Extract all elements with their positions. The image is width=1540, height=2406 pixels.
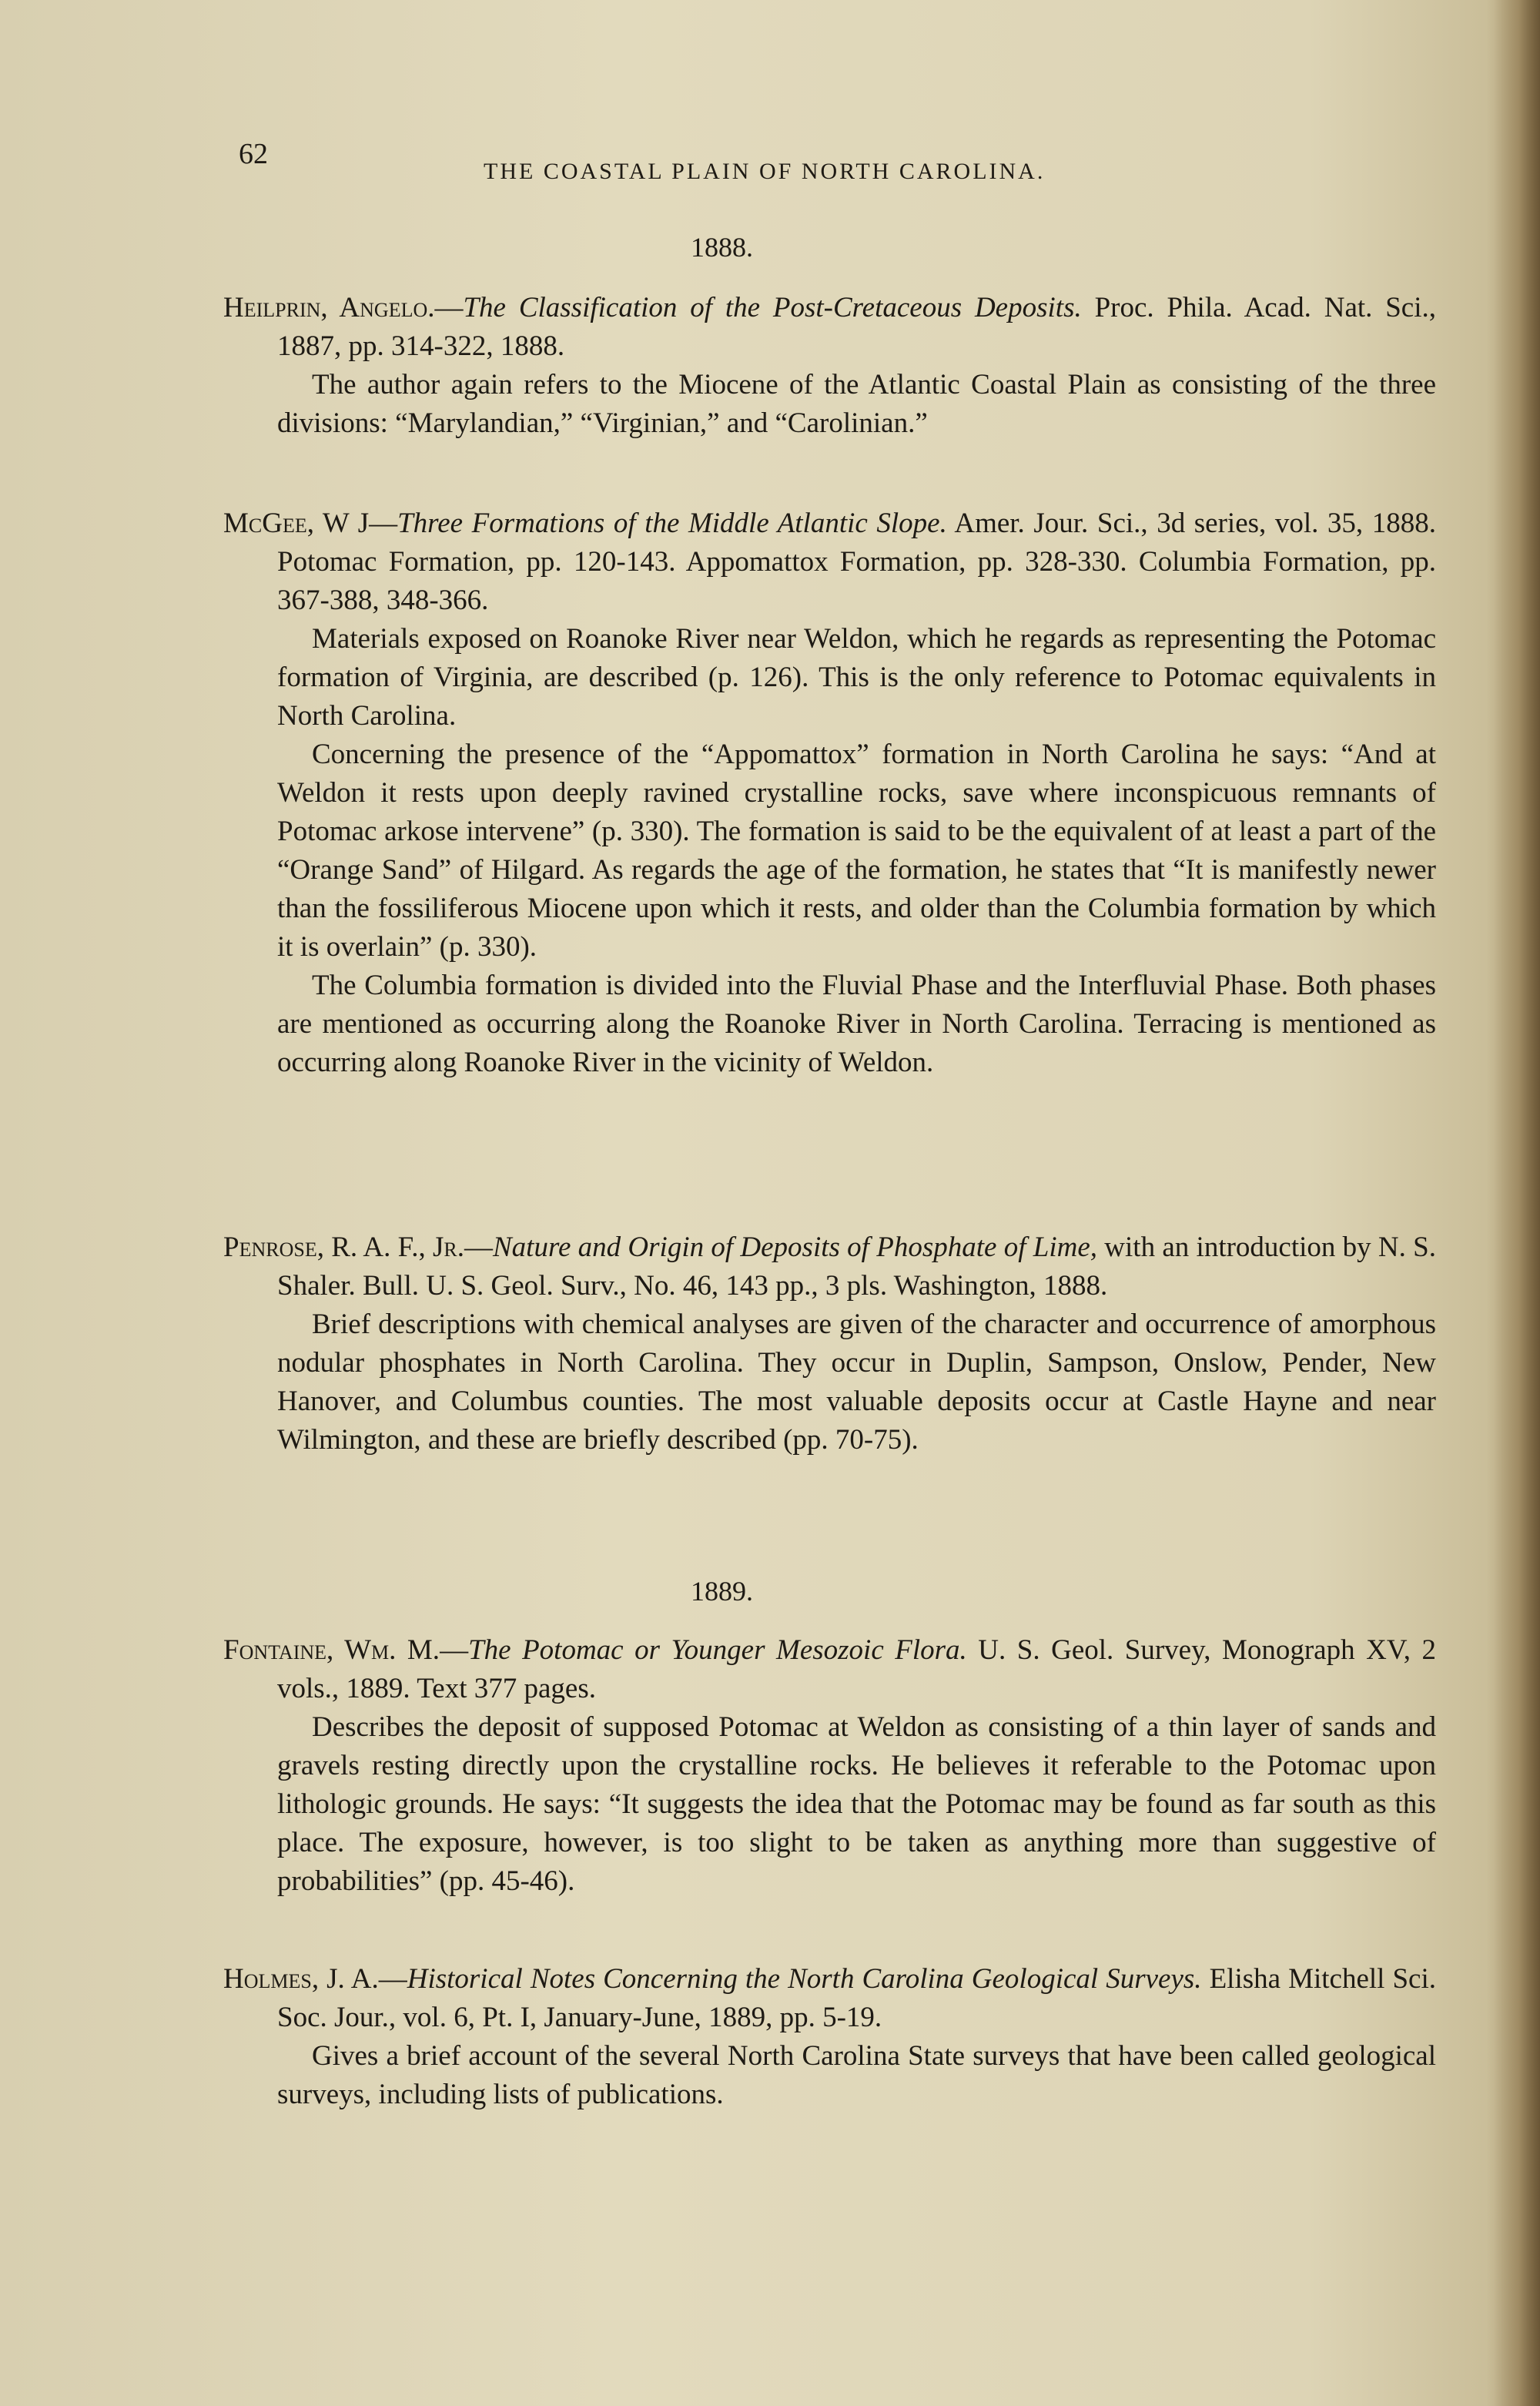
source: Elisha Mitchell Sci. Soc. Jour., vol. 6, Pt. I, January-June, 1889, pp. 5-19. (277, 1963, 1436, 2033)
annotation-paragraph: Describes the deposit of supposed Potomac at Weldon as consisting of a thin layer of sands and gravels resting directly upon the crystalline rocks. He believes it referable to the Potomac upon lithologic grounds. He says: “It suggests the idea that the Potomac may be found as far south as this place. The exposure, however, is too slight to be taken as anything more than suggestive of probabilities” (pp. 45-46). (277, 1711, 1436, 1897)
annotation-paragraph: Materials exposed on Roanoke River near Weldon, which he regards as representing the Potomac formation of Virginia, are described (p. 126). This is the only reference to Potomac equivalents in North Carolina. (277, 623, 1436, 732)
year-heading-1889: 1889. (691, 1576, 753, 1607)
citation: Heilprin, Angelo.—The Classification of the Post-Cretaceous Deposits. Proc. Phila. Acad. Nat. Sci., 1887, pp. 314-322, 1888. (223, 292, 1437, 362)
author-name: Holmes, J. A. (223, 1963, 379, 1995)
entry-penrose (223, 1228, 1436, 1459)
source: Amer. Jour. Sci., 3d series, vol. 35, 1888. Potomac Formation, pp. 120-143. Appomattox Formation, pp. 328-330. Columbia Formation, pp. 367-388, 348-366. (277, 508, 1436, 616)
entry-heilprin (223, 289, 1436, 443)
year-heading-1888: 1888. (691, 232, 753, 263)
citation: Fontaine, Wm. M.—The Potomac or Younger Mesozoic Flora. U. S. Geol. Survey, Monograph XV, 2 vols., 1889. Text 377 pages. (223, 1634, 1437, 1704)
entry-fontaine (223, 1631, 1436, 1901)
annotation-paragraph: Brief descriptions with chemical analyses are given of the character and occurrence of amorphous nodular phosphates in North Carolina. They occur in Duplin, Sampson, Onslow, Pender, New Hanover, and Columbus counties. The most valuable deposits occur at Castle Hayne and near Wilmington, and these are briefly described (pp. 70-75). (277, 1309, 1436, 1456)
annotation-paragraph: Concerning the presence of the “Appomattox” formation in North Carolina he says: “And at Weldon it rests upon deeply ravined crystalline rocks, save where inconspicuous remnants of Potomac arkose intervene” (p. 330). The formation is said to be the equivalent of at least a part of the “Orange Sand” of Hilgard. As regards the age of the formation, he states that “It is manifestly newer than the fossiliferous Miocene upon which it rests, and older than the Columbia formation by which it is overlain” (p. 330). (277, 739, 1436, 963)
entry-mcgee (223, 504, 1436, 1082)
work-title: The Classification of the Post-Cretaceous Deposits. (463, 292, 1082, 323)
work-title: The Potomac or Younger Mesozoic Flora. (468, 1634, 967, 1666)
entry-holmes (223, 1960, 1436, 2114)
page-number: 62 (239, 138, 268, 170)
citation: McGee, W J—Three Formations of the Middle Atlantic Slope. Amer. Jour. Sci., 3d series, vol. 35, 1888. Potomac Formation, pp. 120-143. Appomattox Formation, pp. 328-330. Columbia Formation, pp. 367-388, 348-366. (223, 508, 1436, 616)
annotation-paragraph: The Columbia formation is divided into the Fluvial Phase and the Interfluvial Phase. Both phases are mentioned as occurring along the Roanoke River in North Carolina. Terracing is mentioned as occurring along Roanoke River in the vicinity of Weldon. (277, 970, 1436, 1078)
work-title: Three Formations of the Middle Atlantic Slope. (397, 508, 947, 539)
running-title: THE COASTAL PLAIN OF NORTH CAROLINA. (484, 159, 1046, 184)
citation: Penrose, R. A. F., Jr.—Nature and Origin of Deposits of Phosphate of Lime, with an introduction by N. S. Shaler. Bull. U. S. Geol. Surv., No. 46, 143 pp., 3 pls. Washington, 1888. (223, 1231, 1436, 1302)
annotation-paragraph: The author again refers to the Miocene of the Atlantic Coastal Plain as consisting of the three divisions: “Marylandian,” “Virginian,” and “Carolinian.” (277, 369, 1436, 439)
running-head (239, 137, 1455, 183)
work-title: Nature and Origin of Deposits of Phosphate of Lime, (492, 1231, 1098, 1263)
page-edge-shadow (1486, 0, 1540, 2406)
author-name: Penrose, R. A. F., Jr. (223, 1231, 464, 1263)
annotation-paragraph: Gives a brief account of the several North Carolina State surveys that have been called geological surveys, including lists of publications. (277, 2040, 1436, 2110)
author-name: Heilprin, Angelo. (223, 292, 435, 323)
author-name: McGee, W J (223, 508, 370, 539)
source: with an introduction by N. S. Shaler. Bull. U. S. Geol. Surv., No. 46, 143 pp., 3 pls. Washington, 1888. (277, 1231, 1436, 1302)
work-title: Historical Notes Concerning the North Carolina Geological Surveys. (407, 1963, 1202, 1995)
source: U. S. Geol. Survey, Monograph XV, 2 vols., 1889. Text 377 pages. (277, 1634, 1437, 1704)
author-name: Fontaine, Wm. M. (223, 1634, 440, 1666)
citation: Holmes, J. A.—Historical Notes Concerning the North Carolina Geological Surveys. Elisha Mitchell Sci. Soc. Jour., vol. 6, Pt. I, January-June, 1889, pp. 5-19. (223, 1963, 1436, 2033)
source: Proc. Phila. Acad. Nat. Sci., 1887, pp. 314-322, 1888. (277, 292, 1437, 362)
